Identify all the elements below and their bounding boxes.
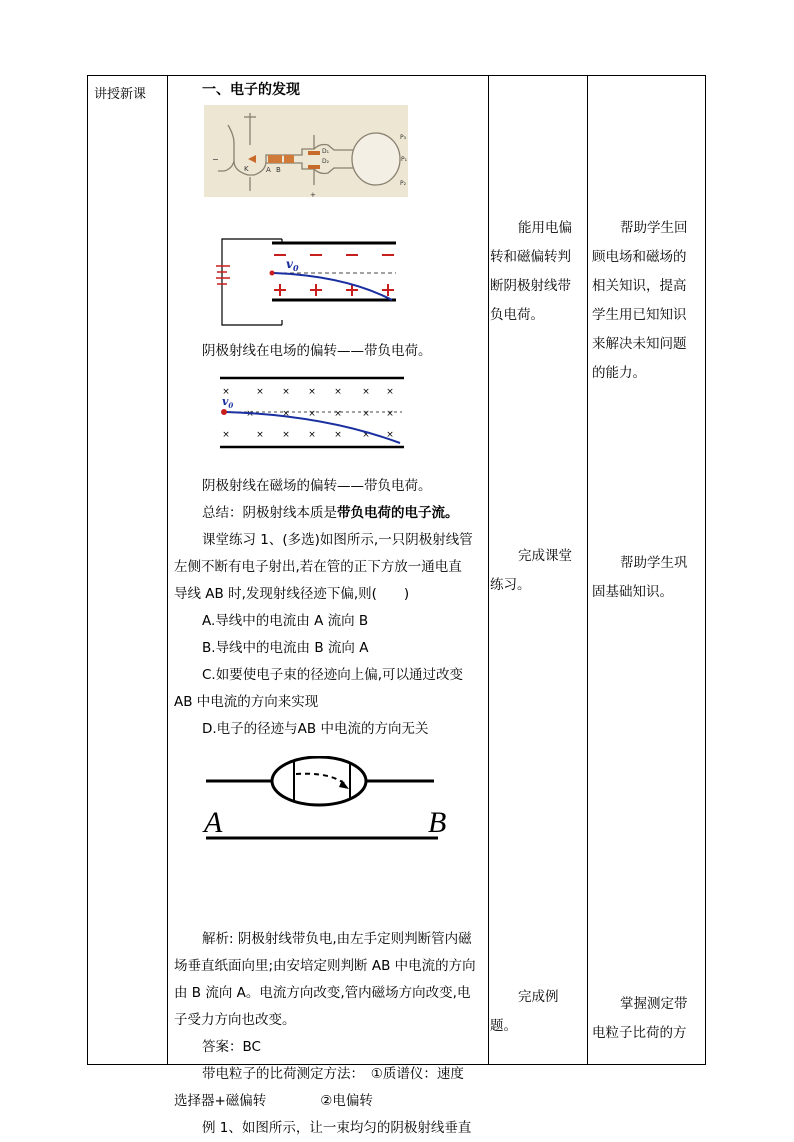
- column-divider: [488, 76, 489, 1064]
- design-intent-2: 帮助学生巩 固基础知识。: [592, 555, 688, 600]
- svg-text:×: ×: [282, 387, 290, 397]
- analysis-text: 子受力方向也改变。: [174, 1012, 296, 1028]
- svg-text:×: ×: [386, 387, 394, 397]
- section-heading: 一、电子的发现: [202, 82, 300, 98]
- svg-text:D₁: D₁: [322, 148, 330, 155]
- svg-text:×: ×: [334, 409, 342, 419]
- analysis-text: 解析: 阴极射线带负电,由左手定则判断管内磁: [202, 931, 472, 947]
- svg-text:P₂: P₂: [400, 180, 407, 187]
- section-label: 讲授新课: [94, 87, 147, 102]
- v0-label: $v_0$: [286, 257, 299, 273]
- option-a: A.导线中的电流由 A 流向 B: [202, 613, 369, 629]
- column-divider: [167, 76, 168, 1064]
- exercise-text: 左侧不断有电子射出,若在管的正下方放一通电直: [174, 559, 462, 575]
- svg-text:×: ×: [362, 430, 370, 440]
- svg-text:−: −: [212, 155, 219, 164]
- option-d: D.电子的径迹与AB 中电流的方向无关: [202, 721, 429, 737]
- svg-text:K: K: [244, 165, 249, 173]
- svg-text:P₁: P₁: [401, 156, 408, 163]
- svg-text:×: ×: [308, 430, 316, 440]
- method-text: 带电粒子的比荷测定方法： ①质谱仪：速度: [202, 1066, 464, 1082]
- student-activity-2: 完成课堂 练习。: [490, 548, 572, 593]
- svg-text:v0: $v_0$: [222, 395, 234, 410]
- cathode-ray-tube-figure: [204, 105, 408, 197]
- student-activity-3: 完成例题。: [490, 989, 559, 1034]
- answer-text: 答案：BC: [202, 1039, 261, 1055]
- svg-text:×: ×: [222, 430, 230, 440]
- exercise-text: 课堂练习 1、(多选)如图所示,一只阴极射线管: [202, 532, 473, 548]
- method-text: 选择器+磁偏转 ②电偏转: [174, 1093, 373, 1109]
- svg-text:×: ×: [362, 387, 370, 397]
- svg-text:B: B: [428, 806, 447, 839]
- svg-text:×: ×: [256, 387, 264, 397]
- svg-text:×: ×: [282, 430, 290, 440]
- design-intent-1: 帮助学生回 顾电场和磁场的 相关知识，提高 学生用已知知识 来解决未知问题 的能力。: [592, 220, 688, 381]
- analysis-text: 由 B 流向 A。电流方向改变,管内磁场方向改变,电: [174, 985, 471, 1001]
- svg-text:×: ×: [308, 387, 316, 397]
- svg-text:×: ×: [282, 409, 290, 419]
- lesson-table: [87, 75, 706, 1136]
- wire-ab-figure: [202, 756, 458, 852]
- svg-text:×: ×: [386, 409, 394, 419]
- svg-text:×: ×: [334, 387, 342, 397]
- svg-text:A: A: [204, 806, 223, 839]
- electric-caption: 阴极射线在电场的偏转——带负电荷。: [202, 343, 432, 359]
- svg-text:×: ×: [222, 387, 230, 397]
- column-divider: [587, 76, 588, 1064]
- main-content: [174, 76, 484, 1136]
- svg-text:A: A: [266, 166, 271, 174]
- analysis-text: 场垂直纸面向里;由安培定则判断 AB 中电流的方向: [174, 958, 476, 974]
- svg-text:×: ×: [334, 430, 342, 440]
- svg-text:P₃: P₃: [400, 134, 407, 141]
- option-c: C.如要使电子束的径迹向上偏,可以通过改变: [202, 667, 464, 683]
- electric-deflection-figure: [216, 210, 422, 330]
- svg-text:×: ×: [256, 430, 264, 440]
- exercise-text: 导线 AB 时,发现射线径迹下偏,则( ): [174, 586, 410, 602]
- magnetic-deflection-figure: [214, 373, 418, 457]
- option-c: AB 中电流的方向来实现: [174, 694, 319, 710]
- svg-text:+: +: [310, 191, 316, 197]
- example-text: 例 1、如图所示，让一束均匀的阴极射线垂直: [202, 1120, 472, 1136]
- option-b: B.导线中的电流由 B 流向 A: [202, 640, 369, 656]
- student-activity-1: 能用电偏 转和磁偏转判 断阴极射线带 负电荷。: [490, 220, 572, 323]
- design-intent-3: 掌握测定带 电粒子比荷的方: [592, 996, 688, 1041]
- svg-text:×: ×: [386, 430, 394, 440]
- summary: 总结：阴极射线本质是带负电荷的电子流。: [202, 505, 459, 521]
- svg-text:×: ×: [246, 409, 254, 419]
- svg-text:×: ×: [362, 409, 370, 419]
- svg-text:D₂: D₂: [322, 158, 330, 165]
- magnetic-caption: 阴极射线在磁场的偏转——带负电荷。: [202, 478, 432, 494]
- svg-text:B: B: [276, 166, 281, 174]
- svg-text:×: ×: [308, 409, 316, 419]
